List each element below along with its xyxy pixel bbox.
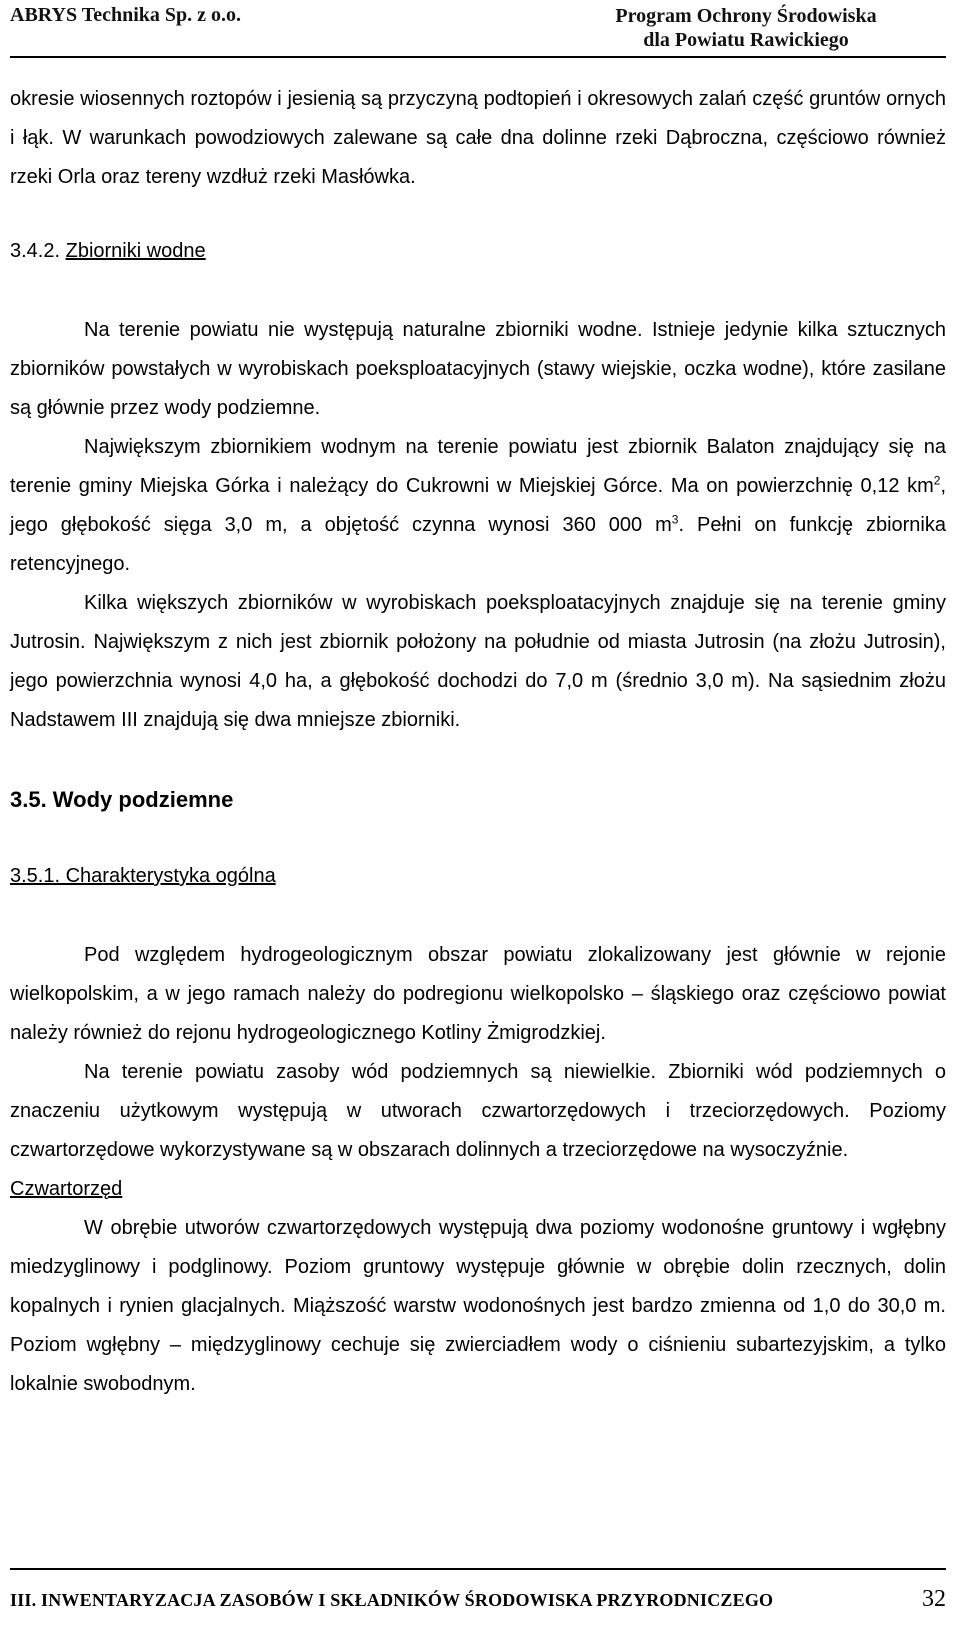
heading-3-4-2-title: Zbiorniki wodne — [65, 240, 206, 262]
paragraph-groundwater-resources: Na terenie powiatu zasoby wód podziemnych są niewielkie. Zbiorniki wód podziemnych o znaczeniu użytkowym występują w utworach czwartorzędowych i trzeciorzędowych. Poziomy czwartorzędowe wykorzystywane są w obszarach dolinnych a trzeciorzędowe na wysoczyźnie. — [10, 1061, 946, 1161]
heading-3-5: 3.5. Wody podziemne — [10, 787, 234, 812]
heading-3-5-1: 3.5.1. Charakterystyka ogólna — [10, 865, 276, 887]
page-header — [10, 0, 946, 58]
paragraph-reservoirs: Na terenie powiatu nie występują naturalne zbiorniki wodne. Istnieje jedynie kilka sztucznych zbiorników powstałych w wyrobiskach poeksploatacyjnych (stawy wiejskie, oczka wodne), które zasilane są głównie przez wody podziemne. — [10, 319, 946, 419]
paragraph-flooding: okresie wiosennych roztopów i jesienią są przyczyną podtopień i okresowych zalań część gruntów ornych i łąk. W warunkach powodziowych zalewane są całe dna dolinne rzeki Dąbroczna, częściowo również rzeki Orla oraz tereny wzdłuż rzeki Masłówka. — [10, 88, 946, 188]
paragraph-hydrogeology: Pod względem hydrogeologicznym obszar powiatu zlokalizowany jest głównie w rejonie wielkopolskim, a w jego ramach należy do podregionu wielkopolsko – śląskiego oraz częściowo powiat należy również do rejonu hydrogeologicznego Kotliny Żmigrodzkiej. — [10, 944, 946, 1044]
page-footer — [10, 1568, 946, 1626]
page-content — [10, 80, 946, 1404]
document-title-line-1: Program Ochrony Środowiska — [615, 5, 877, 27]
paragraph-jutrosin: Kilka większych zbiorników w wyrobiskach poeksploatacyjnych znajduje się na terenie gminy Jutrosin. Największym z nich jest zbiornik położony na południe od miasta Jutrosin (na złożu Jutrosin), jego powierzchnia wynosi 4,0 ha, a głębokość dochodzi do 7,0 m (średnio 3,0 m). Na sąsiednim złożu Nadstawem III znajdują się dwa mniejsze zbiorniki. — [10, 592, 946, 731]
chapter-title: III. INWENTARYZACJA ZASOBÓW I SKŁADNIKÓW ŚRODOWISKA PRZYRODNICZEGO — [10, 1590, 774, 1610]
document-title — [615, 4, 876, 52]
company-name: ABRYS Technika Sp. z o.o. — [10, 4, 242, 26]
heading-3-4-2 — [10, 232, 946, 271]
heading-czwartorzed: Czwartorzęd — [10, 1178, 123, 1200]
page-number: 32 — [922, 1586, 946, 1612]
heading-3-4-2-number: 3.4.2. — [10, 240, 61, 262]
paragraph-balaton: Największym zbiornikiem wodnym na terenie powiatu jest zbiornik Balaton znajdujący się na terenie gminy Miejska Górka i należący do Cukrowni w Miejskiej Górce. Ma on powierzchnię 0,12 $km^2$, jego głębokość sięga 3,0 m, a objętość czynna wynosi 360 000 $m^3$. Pełni on funkcję zbiornika retencyjnego. — [10, 436, 946, 575]
document-title-line-2: dla Powiatu Rawickiego — [643, 29, 849, 51]
paragraph-quaternary: W obrębie utworów czwartorzędowych występują dwa poziomy wodonośne gruntowy i wgłębny miedzyglinowy i podglinowy. Poziom gruntowy występuje głównie w obrębie dolin rzecznych, dolin kopalnych i rynien glacjalnych. Miąższość warstw wodonośnych jest bardzo zmienna od 1,0 do 30,0 m. Poziom wgłębny – międzyglinowy cechuje się zwierciadłem wody o ciśnieniu subartezyjskim, a tylko lokalnie swobodnym. — [10, 1217, 946, 1395]
